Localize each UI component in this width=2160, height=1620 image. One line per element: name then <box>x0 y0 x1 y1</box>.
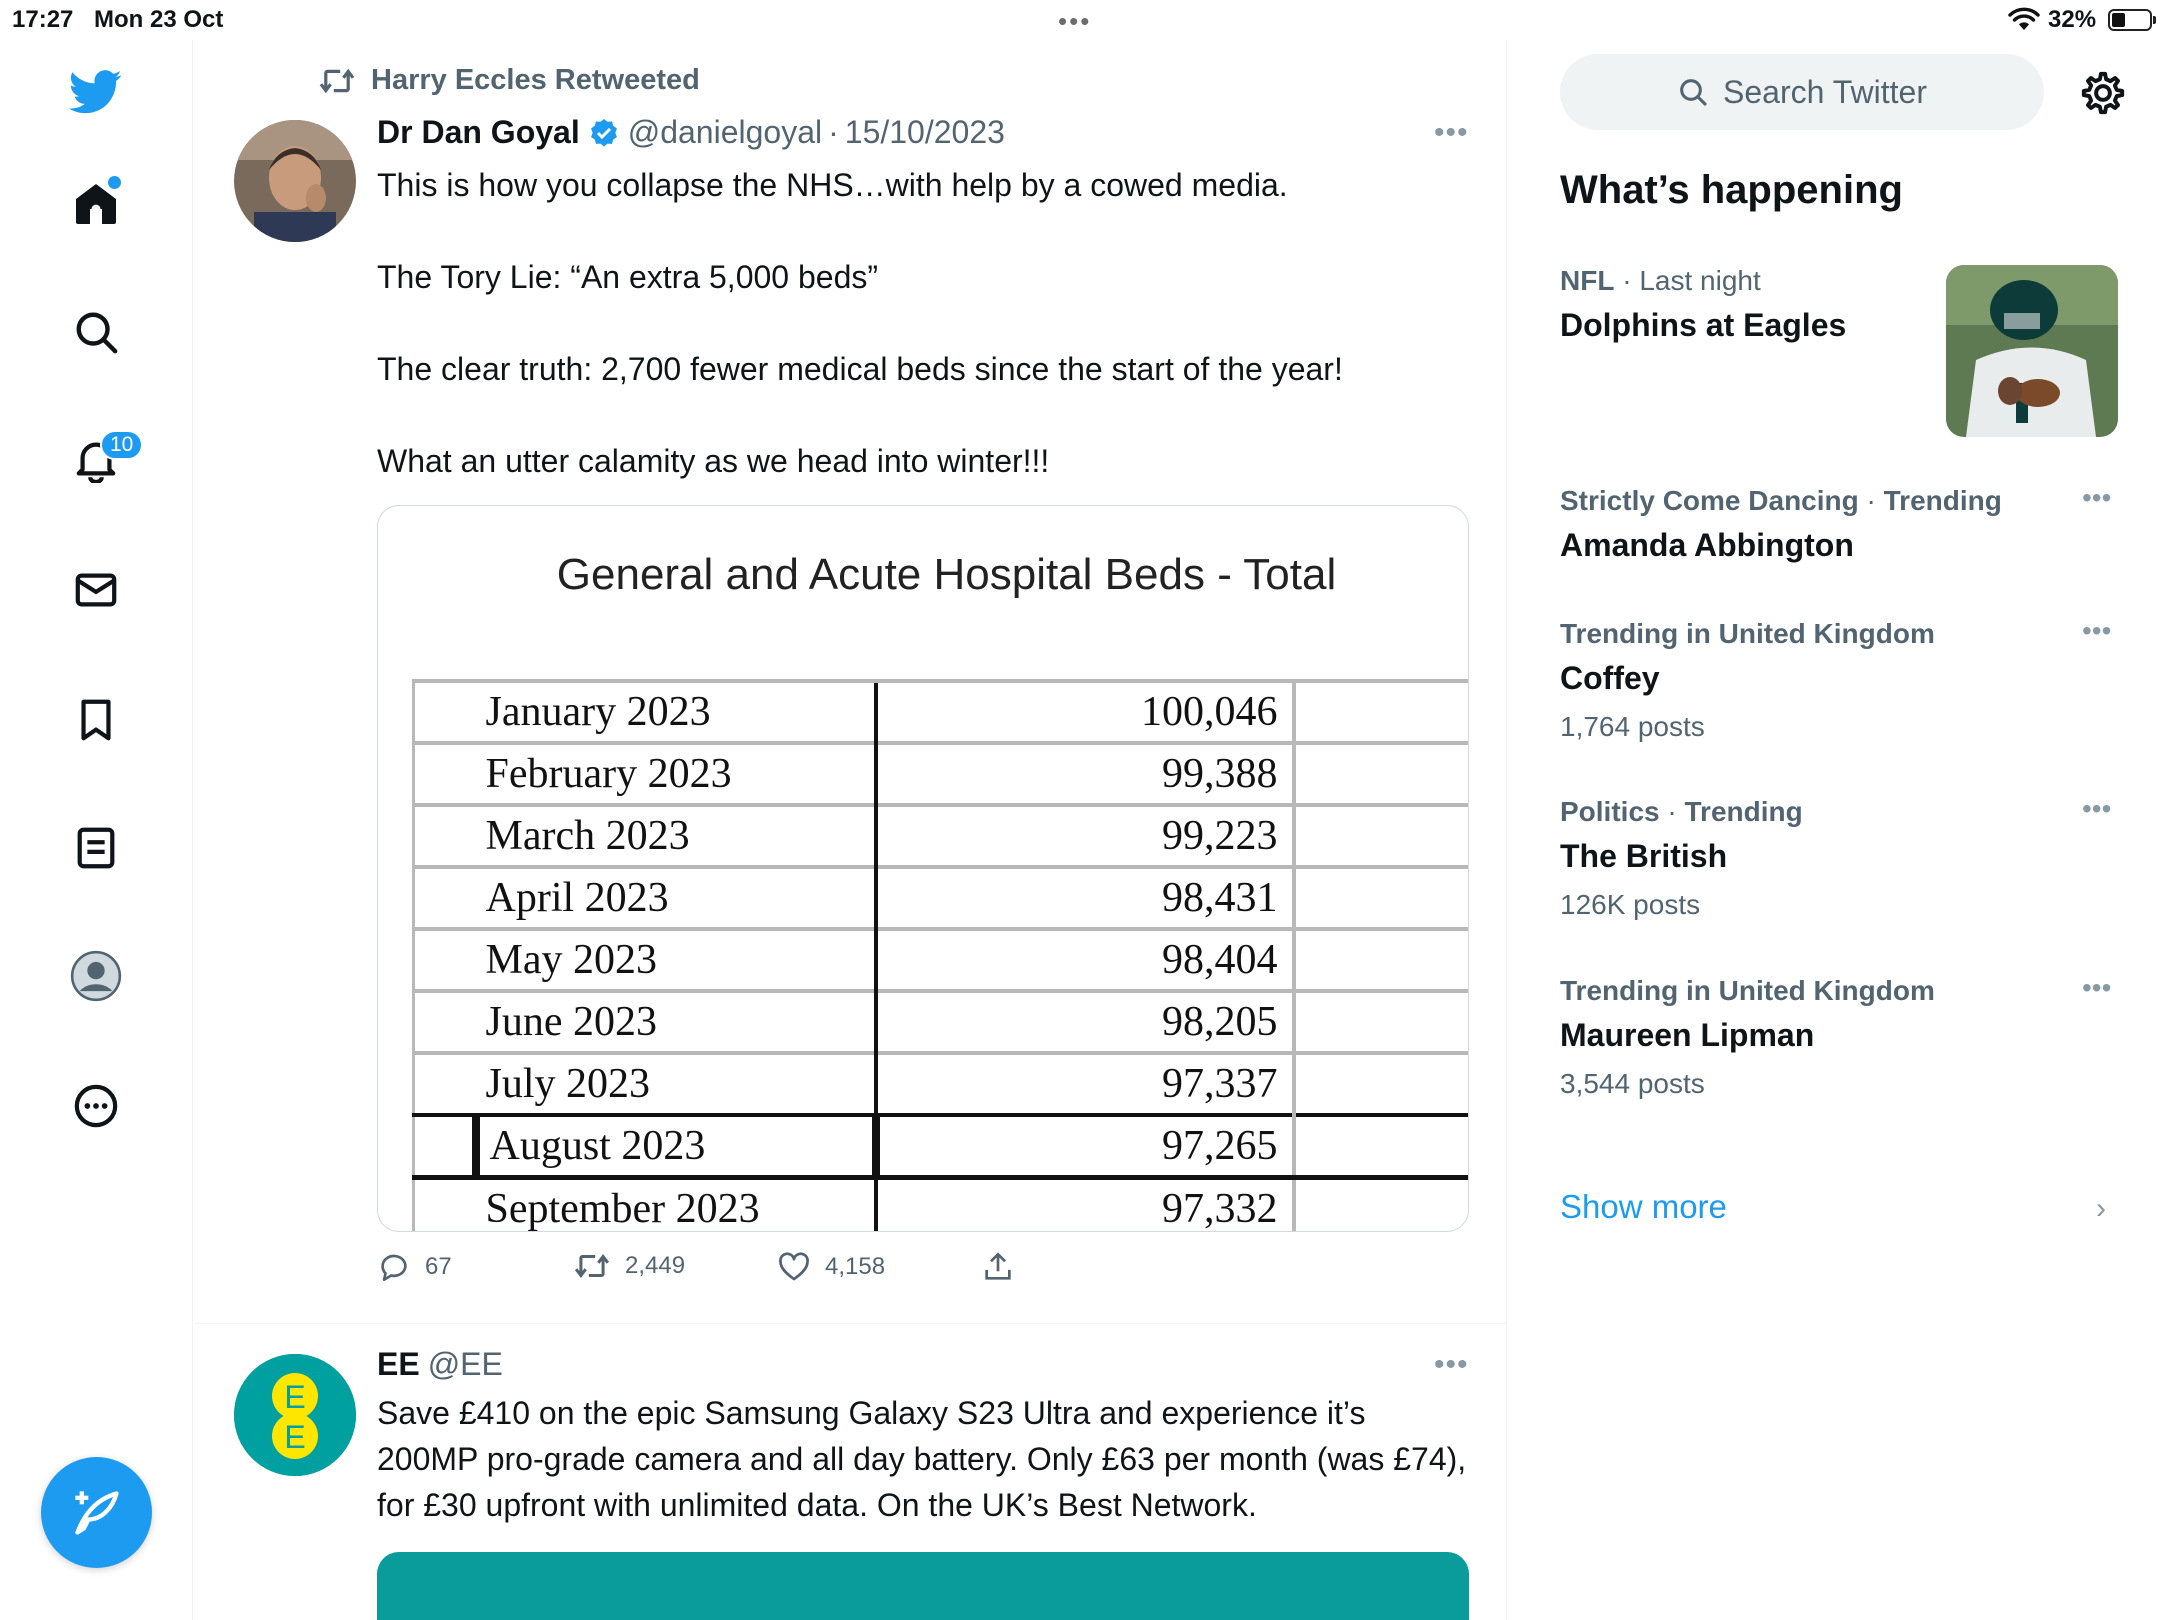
trend-name: Dolphins at Eagles <box>1560 307 1847 343</box>
table-cell-beds: 100,046 <box>876 681 1294 743</box>
reply-icon <box>377 1250 411 1284</box>
show-more-link[interactable]: Show more <box>1560 1188 1727 1225</box>
tweet-media-image[interactable] <box>377 505 1469 1232</box>
trend-name: Maureen Lipman <box>1560 1017 1815 1053</box>
retweet-count: 2,449 <box>625 1252 686 1279</box>
tweet-author-handle[interactable]: @EE <box>427 1346 503 1382</box>
table-cell-spacer <box>1294 867 1470 929</box>
search-icon[interactable] <box>64 300 128 364</box>
table-cell-spacer <box>414 1177 476 1232</box>
table-cell-spacer <box>414 1115 476 1177</box>
table-cell-beds: 99,388 <box>876 743 1294 805</box>
tweet-author-handle[interactable]: @danielgoyal <box>627 114 823 150</box>
table-cell-beds: 97,337 <box>876 1053 1294 1115</box>
left-navigation <box>0 40 193 1620</box>
whats-happening-title: What’s happening <box>1560 168 1903 212</box>
table-cell-beds: 97,265 <box>876 1115 1294 1177</box>
table-cell-beds: 98,404 <box>876 929 1294 991</box>
table-cell-month: February 2023 <box>476 743 876 805</box>
trend-context: Last night <box>1639 265 1761 296</box>
retweeted-by-label: Harry Eccles Retweeted <box>371 64 700 96</box>
table-cell-month: August 2023 <box>476 1115 876 1177</box>
table-cell-spacer <box>1294 743 1470 805</box>
table-cell-spacer <box>414 929 476 991</box>
table-row <box>414 867 1470 929</box>
tweet-author-name[interactable]: Dr Dan Goyal <box>377 114 580 150</box>
trend-category: Strictly Come Dancing <box>1560 485 1859 516</box>
home-unread-dot <box>108 176 121 189</box>
more-options-icon[interactable] <box>64 1074 128 1138</box>
status-date: Mon 23 Oct <box>94 6 224 33</box>
table-cell-spacer <box>1294 991 1470 1053</box>
lists-icon[interactable] <box>64 816 128 880</box>
tweet-paragraph: This is how you collapse the NHS…with help by a cowed media. <box>377 167 1288 203</box>
notifications-bell-icon[interactable] <box>64 428 134 492</box>
search-twitter-input[interactable] <box>1560 54 2044 130</box>
table-row <box>414 929 1470 991</box>
twitter-logo-icon[interactable] <box>64 60 128 124</box>
profile-avatar-icon[interactable] <box>64 944 128 1008</box>
table-cell-beds: 97,332 <box>876 1177 1294 1232</box>
table-cell-month: March 2023 <box>476 805 876 867</box>
table-row <box>414 805 1470 867</box>
search-placeholder: Search Twitter <box>1723 73 1927 110</box>
timeline <box>194 40 1507 1620</box>
trend-more-options-icon[interactable]: ••• <box>2082 793 2112 824</box>
trend-more-options-icon[interactable]: ••• <box>2082 482 2112 513</box>
tweet-header <box>377 1346 503 1383</box>
tweet-header <box>377 114 1005 151</box>
home-icon[interactable] <box>64 172 128 236</box>
like-button[interactable] <box>777 1250 885 1284</box>
table-row <box>414 1115 1470 1177</box>
tweet-author-name[interactable]: EE <box>377 1346 420 1382</box>
trend-name: Coffey <box>1560 660 1660 696</box>
table-cell-month: July 2023 <box>476 1053 876 1115</box>
settings-gear-icon[interactable] <box>2078 68 2128 118</box>
retweet-button[interactable] <box>573 1250 685 1282</box>
table-cell-spacer <box>414 991 476 1053</box>
status-bar <box>0 0 2160 40</box>
like-count: 4,158 <box>825 1253 886 1280</box>
trend-category: Trending in United Kingdom <box>1560 618 1935 649</box>
table-cell-spacer <box>414 805 476 867</box>
trend-post-count: 3,544 posts <box>1560 1068 1705 1099</box>
multitasking-dots-icon[interactable]: ••• <box>1058 6 1092 36</box>
tweet-body <box>377 162 1457 484</box>
table-cell-spacer <box>1294 1115 1470 1177</box>
retweet-icon <box>317 65 357 97</box>
trend-name: Amanda Abbington <box>1560 527 1854 563</box>
notifications-badge: 10 <box>100 430 143 460</box>
table-row <box>414 743 1470 805</box>
table-cell-spacer <box>1294 1177 1470 1232</box>
table-cell-month: January 2023 <box>476 681 876 743</box>
tweet-author-avatar[interactable] <box>234 120 356 242</box>
tweet-date[interactable]: 15/10/2023 <box>844 114 1005 150</box>
verified-badge-icon <box>588 117 620 149</box>
hospital-beds-table <box>412 679 1469 1232</box>
tweet-body: Save £410 on the epic Samsung Galaxy S23 Ultra and experience it’s 200MP pro-grade camera and all day battery. Only £63 per month (was £74), for £30 upfront with unlimited data. On the UK’s Best Network. <box>377 1395 1467 1523</box>
ee-avatar[interactable] <box>234 1354 356 1476</box>
ee-avatar-letter: E <box>284 1419 306 1455</box>
tweet-divider <box>194 1323 1507 1324</box>
table-cell-beds: 99,223 <box>876 805 1294 867</box>
trend-more-options-icon[interactable]: ••• <box>2082 615 2112 646</box>
table-cell-spacer <box>1294 681 1470 743</box>
table-row <box>414 1177 1470 1232</box>
retweet-context[interactable] <box>317 64 700 97</box>
media-table-title: General and Acute Hospital Beds - Total <box>556 550 1337 599</box>
trend-item[interactable]: NFL · Last night Dolphins at Eagles <box>1560 265 2120 344</box>
table-cell-month: May 2023 <box>476 929 876 991</box>
reply-count: 67 <box>425 1253 452 1280</box>
table-row <box>414 681 1470 743</box>
trend-post-count: 1,764 posts <box>1560 711 1705 742</box>
table-cell-spacer <box>1294 929 1470 991</box>
table-row <box>414 991 1470 1053</box>
table-cell-spacer <box>414 743 476 805</box>
trend-category: Trending in United Kingdom <box>1560 975 1935 1006</box>
tweet-paragraph: The clear truth: 2,700 fewer medical beds since the start of the year! <box>377 351 1343 387</box>
battery-icon <box>2108 9 2152 31</box>
table-cell-beds: 98,205 <box>876 991 1294 1053</box>
table-cell-month: June 2023 <box>476 991 876 1053</box>
retweet-icon <box>573 1250 611 1282</box>
tweet-actions <box>377 1250 1077 1300</box>
heart-icon <box>777 1250 811 1284</box>
table-cell-month: September 2023 <box>476 1177 876 1232</box>
tweet-more-options-icon[interactable]: ••• <box>1434 1348 1469 1381</box>
share-icon <box>981 1250 1015 1284</box>
trend-context: Trending <box>1684 796 1803 827</box>
tweet-media-image[interactable] <box>377 1552 1469 1620</box>
bookmark-icon[interactable] <box>64 688 128 752</box>
table-cell-spacer <box>1294 1053 1470 1115</box>
chevron-right-icon[interactable]: › <box>2096 1192 2106 1225</box>
reply-button[interactable] <box>377 1250 452 1284</box>
wifi-icon <box>2008 6 2040 37</box>
compose-tweet-button[interactable] <box>41 1457 152 1568</box>
battery-percentage: 32% <box>2048 6 2097 33</box>
table-cell-spacer <box>414 681 476 743</box>
tweet-more-options-icon[interactable]: ••• <box>1434 116 1469 149</box>
status-time: 17:27 <box>12 6 74 33</box>
trend-item[interactable]: Strictly Come Dancing · Trending Amanda Abbington <box>1560 485 2120 564</box>
trend-post-count: 126K posts <box>1560 889 1701 920</box>
trend-category: Politics <box>1560 796 1660 827</box>
table-cell-beds: 98,431 <box>876 867 1294 929</box>
trend-item[interactable] <box>1560 975 2120 1100</box>
trend-more-options-icon[interactable]: ••• <box>2082 972 2112 1003</box>
ee-avatar-letter: E <box>284 1379 306 1415</box>
trend-item[interactable] <box>1560 618 2120 743</box>
search-icon <box>1677 76 1709 108</box>
table-cell-month: April 2023 <box>476 867 876 929</box>
trend-item[interactable]: Politics · Trending The British 126K posts <box>1560 796 2120 921</box>
messages-mail-icon[interactable] <box>64 558 128 622</box>
table-cell-spacer <box>1294 805 1470 867</box>
right-sidebar <box>1508 40 2160 1620</box>
table-cell-spacer <box>414 867 476 929</box>
trend-category: NFL <box>1560 265 1615 296</box>
trend-thumbnail-image[interactable] <box>1946 265 2118 437</box>
table-cell-spacer <box>414 1053 476 1115</box>
tweet-paragraph: What an utter calamity as we head into winter!!! <box>377 443 1050 479</box>
trend-context: Trending <box>1883 485 2002 516</box>
tweet-meta-separator: · <box>828 114 839 150</box>
share-button[interactable] <box>981 1250 1015 1284</box>
table-row <box>414 1053 1470 1115</box>
tweet-paragraph: The Tory Lie: “An extra 5,000 beds” <box>377 259 879 295</box>
trend-name: The British <box>1560 838 1728 874</box>
